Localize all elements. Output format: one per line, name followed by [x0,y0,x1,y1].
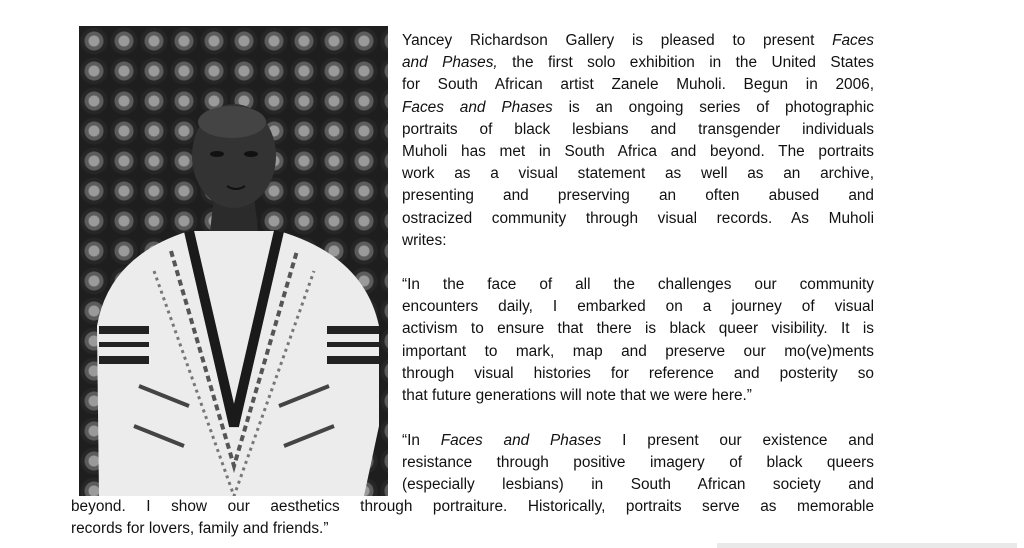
quote-paragraph-2-continued: beyond. I show our aesthetics through portraiture. Historically, portraits serve as memorable records for lovers, family and friends.” [71,498,874,538]
portrait-figure [79,26,388,496]
intro-paragraph: Yancey Richardson Gallery is pleased to present Faces and Phases, the first solo exhibition in the United States for South African artist Zanele Muholi. Begun in 2006, Faces and Phases is an ongoing series of photographic portraits of black lesbians and transgender individuals Muholi has met in South Africa and beyond. The portraits work as a visual statement as well as an archive, presenting and preserving an often abused and ostracized community through visual records. As Muholi writes: [402,32,874,249]
quote-paragraph-1: “In the face of all the challenges our community encounters daily, I embarked on a journey of visual activism to ensure that there is black queer visibility. It is important to mark, map and preserve our mo(ve)ments through visual histories for reference and posterity so that future generations will note that we were here.” [402,276,874,405]
quote-paragraph-2: “In Faces and Phases I present our existence and resistance through positive imagery of black queers (especially lesbians) in South African society and [402,432,874,494]
portrait-photo [79,26,388,496]
bottom-scrollbar[interactable] [717,543,1017,548]
